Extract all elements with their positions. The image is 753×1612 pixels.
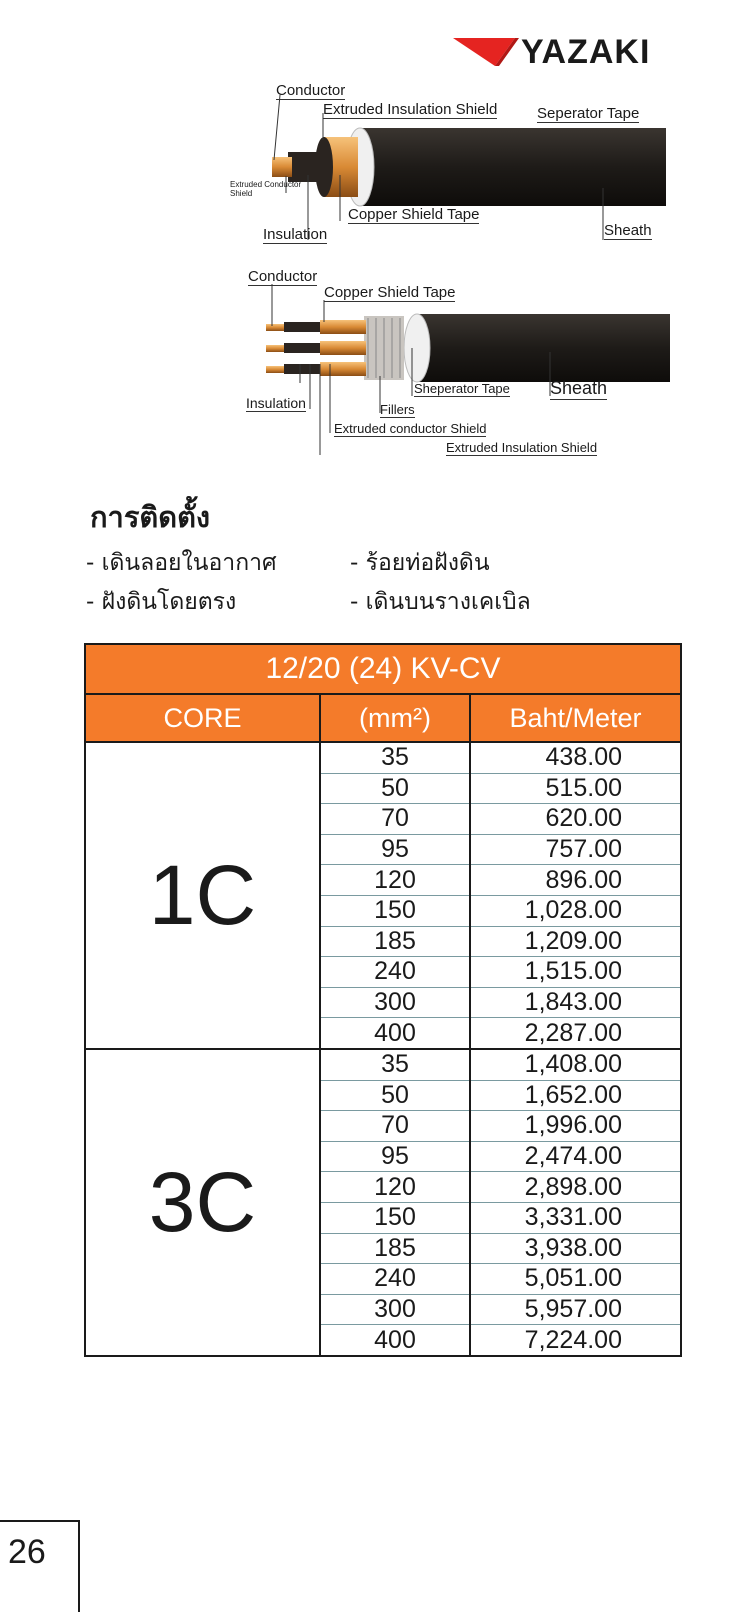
label-extruded-conductor-shield: Extruded Conductor Shield bbox=[230, 180, 302, 198]
price-cell: 1,843.00 bbox=[470, 987, 681, 1018]
table-row bbox=[85, 1049, 681, 1080]
size-cell: 70 bbox=[320, 1111, 470, 1142]
size-cell: 400 bbox=[320, 1018, 470, 1049]
label-separator-tape: Seperator Tape bbox=[537, 105, 640, 122]
price-cell: 7,224.00 bbox=[470, 1325, 681, 1356]
size-cell: 185 bbox=[320, 1233, 470, 1264]
price-cell: 1,515.00 bbox=[470, 957, 681, 988]
size-cell: 240 bbox=[320, 957, 470, 988]
header-size: (mm²) bbox=[320, 694, 470, 742]
price-cell: 1,028.00 bbox=[470, 895, 681, 926]
core-cell: 1C bbox=[85, 742, 320, 1049]
price-cell: 620.00 bbox=[470, 804, 681, 835]
label-copper-shield-tape: Copper Shield Tape bbox=[348, 206, 480, 223]
install-item-conduit: - ร้อยท่อฝังดิน bbox=[350, 550, 490, 576]
cable-diagram-3c bbox=[244, 268, 678, 468]
cable-diagram-1c bbox=[228, 80, 678, 250]
price-cell: 515.00 bbox=[470, 773, 681, 804]
size-cell: 95 bbox=[320, 1141, 470, 1172]
label-insulation-3c: Insulation bbox=[246, 395, 306, 411]
label-copper-shield-tape-3c: Copper Shield Tape bbox=[324, 284, 456, 301]
size-cell: 240 bbox=[320, 1264, 470, 1295]
price-cell: 757.00 bbox=[470, 834, 681, 865]
label-separator-tape-3c: Sheperator Tape bbox=[414, 381, 510, 396]
brand-name: YAZAKI bbox=[521, 33, 651, 71]
price-cell: 1,652.00 bbox=[470, 1080, 681, 1111]
label-conductor-3c: Conductor bbox=[248, 268, 318, 285]
label-extruded-insulation-shield-3c: Extruded Insulation Shield bbox=[446, 440, 598, 455]
core-cell: 3C bbox=[85, 1049, 320, 1356]
size-cell: 120 bbox=[320, 865, 470, 896]
three-core-cable-illustration bbox=[244, 268, 678, 468]
size-cell: 300 bbox=[320, 987, 470, 1018]
size-cell: 120 bbox=[320, 1172, 470, 1203]
price-cell: 438.00 bbox=[470, 742, 681, 773]
yazaki-logo-mark-icon bbox=[453, 30, 519, 70]
size-cell: 300 bbox=[320, 1294, 470, 1325]
price-cell: 1,996.00 bbox=[470, 1111, 681, 1142]
install-item-aerial: - เดินลอยในอากาศ bbox=[86, 550, 277, 576]
install-item-cable-tray: - เดินบนรางเคเบิล bbox=[350, 589, 531, 615]
size-cell: 35 bbox=[320, 742, 470, 773]
price-cell: 1,408.00 bbox=[470, 1049, 681, 1080]
table-title: 12/20 (24) KV-CV bbox=[85, 644, 681, 694]
label-sheath-3c: Sheath bbox=[550, 378, 608, 398]
price-cell: 896.00 bbox=[470, 865, 681, 896]
table-row bbox=[85, 742, 681, 773]
price-cell: 2,898.00 bbox=[470, 1172, 681, 1203]
header-price: Baht/Meter bbox=[470, 694, 681, 742]
size-cell: 35 bbox=[320, 1049, 470, 1080]
size-cell: 185 bbox=[320, 926, 470, 957]
label-sheath: Sheath bbox=[604, 222, 652, 239]
install-item-direct-burial: - ฝังดินโดยตรง bbox=[86, 589, 237, 615]
page-number: 26 bbox=[8, 1533, 46, 1571]
label-extruded-conductor-shield-3c: Extruded conductor Shield bbox=[334, 421, 487, 436]
size-cell: 95 bbox=[320, 834, 470, 865]
yazaki-logo bbox=[453, 30, 683, 74]
size-cell: 70 bbox=[320, 804, 470, 835]
size-cell: 150 bbox=[320, 1202, 470, 1233]
price-cell: 3,331.00 bbox=[470, 1202, 681, 1233]
price-cell: 1,209.00 bbox=[470, 926, 681, 957]
label-extruded-insulation-shield: Extruded Insulation Shield bbox=[323, 101, 498, 118]
label-conductor: Conductor bbox=[276, 82, 346, 99]
size-cell: 50 bbox=[320, 1080, 470, 1111]
header-core: CORE bbox=[85, 694, 320, 742]
price-cell: 5,051.00 bbox=[470, 1264, 681, 1295]
size-cell: 50 bbox=[320, 773, 470, 804]
price-cell: 3,938.00 bbox=[470, 1233, 681, 1264]
price-cell: 2,287.00 bbox=[470, 1018, 681, 1049]
label-fillers-3c: Fillers bbox=[380, 402, 415, 417]
price-cell: 2,474.00 bbox=[470, 1141, 681, 1172]
installation-title: การติดตั้ง bbox=[90, 500, 211, 534]
size-cell: 150 bbox=[320, 895, 470, 926]
price-cell: 5,957.00 bbox=[470, 1294, 681, 1325]
size-cell: 400 bbox=[320, 1325, 470, 1356]
label-insulation: Insulation bbox=[263, 226, 328, 243]
price-table bbox=[84, 643, 682, 1357]
